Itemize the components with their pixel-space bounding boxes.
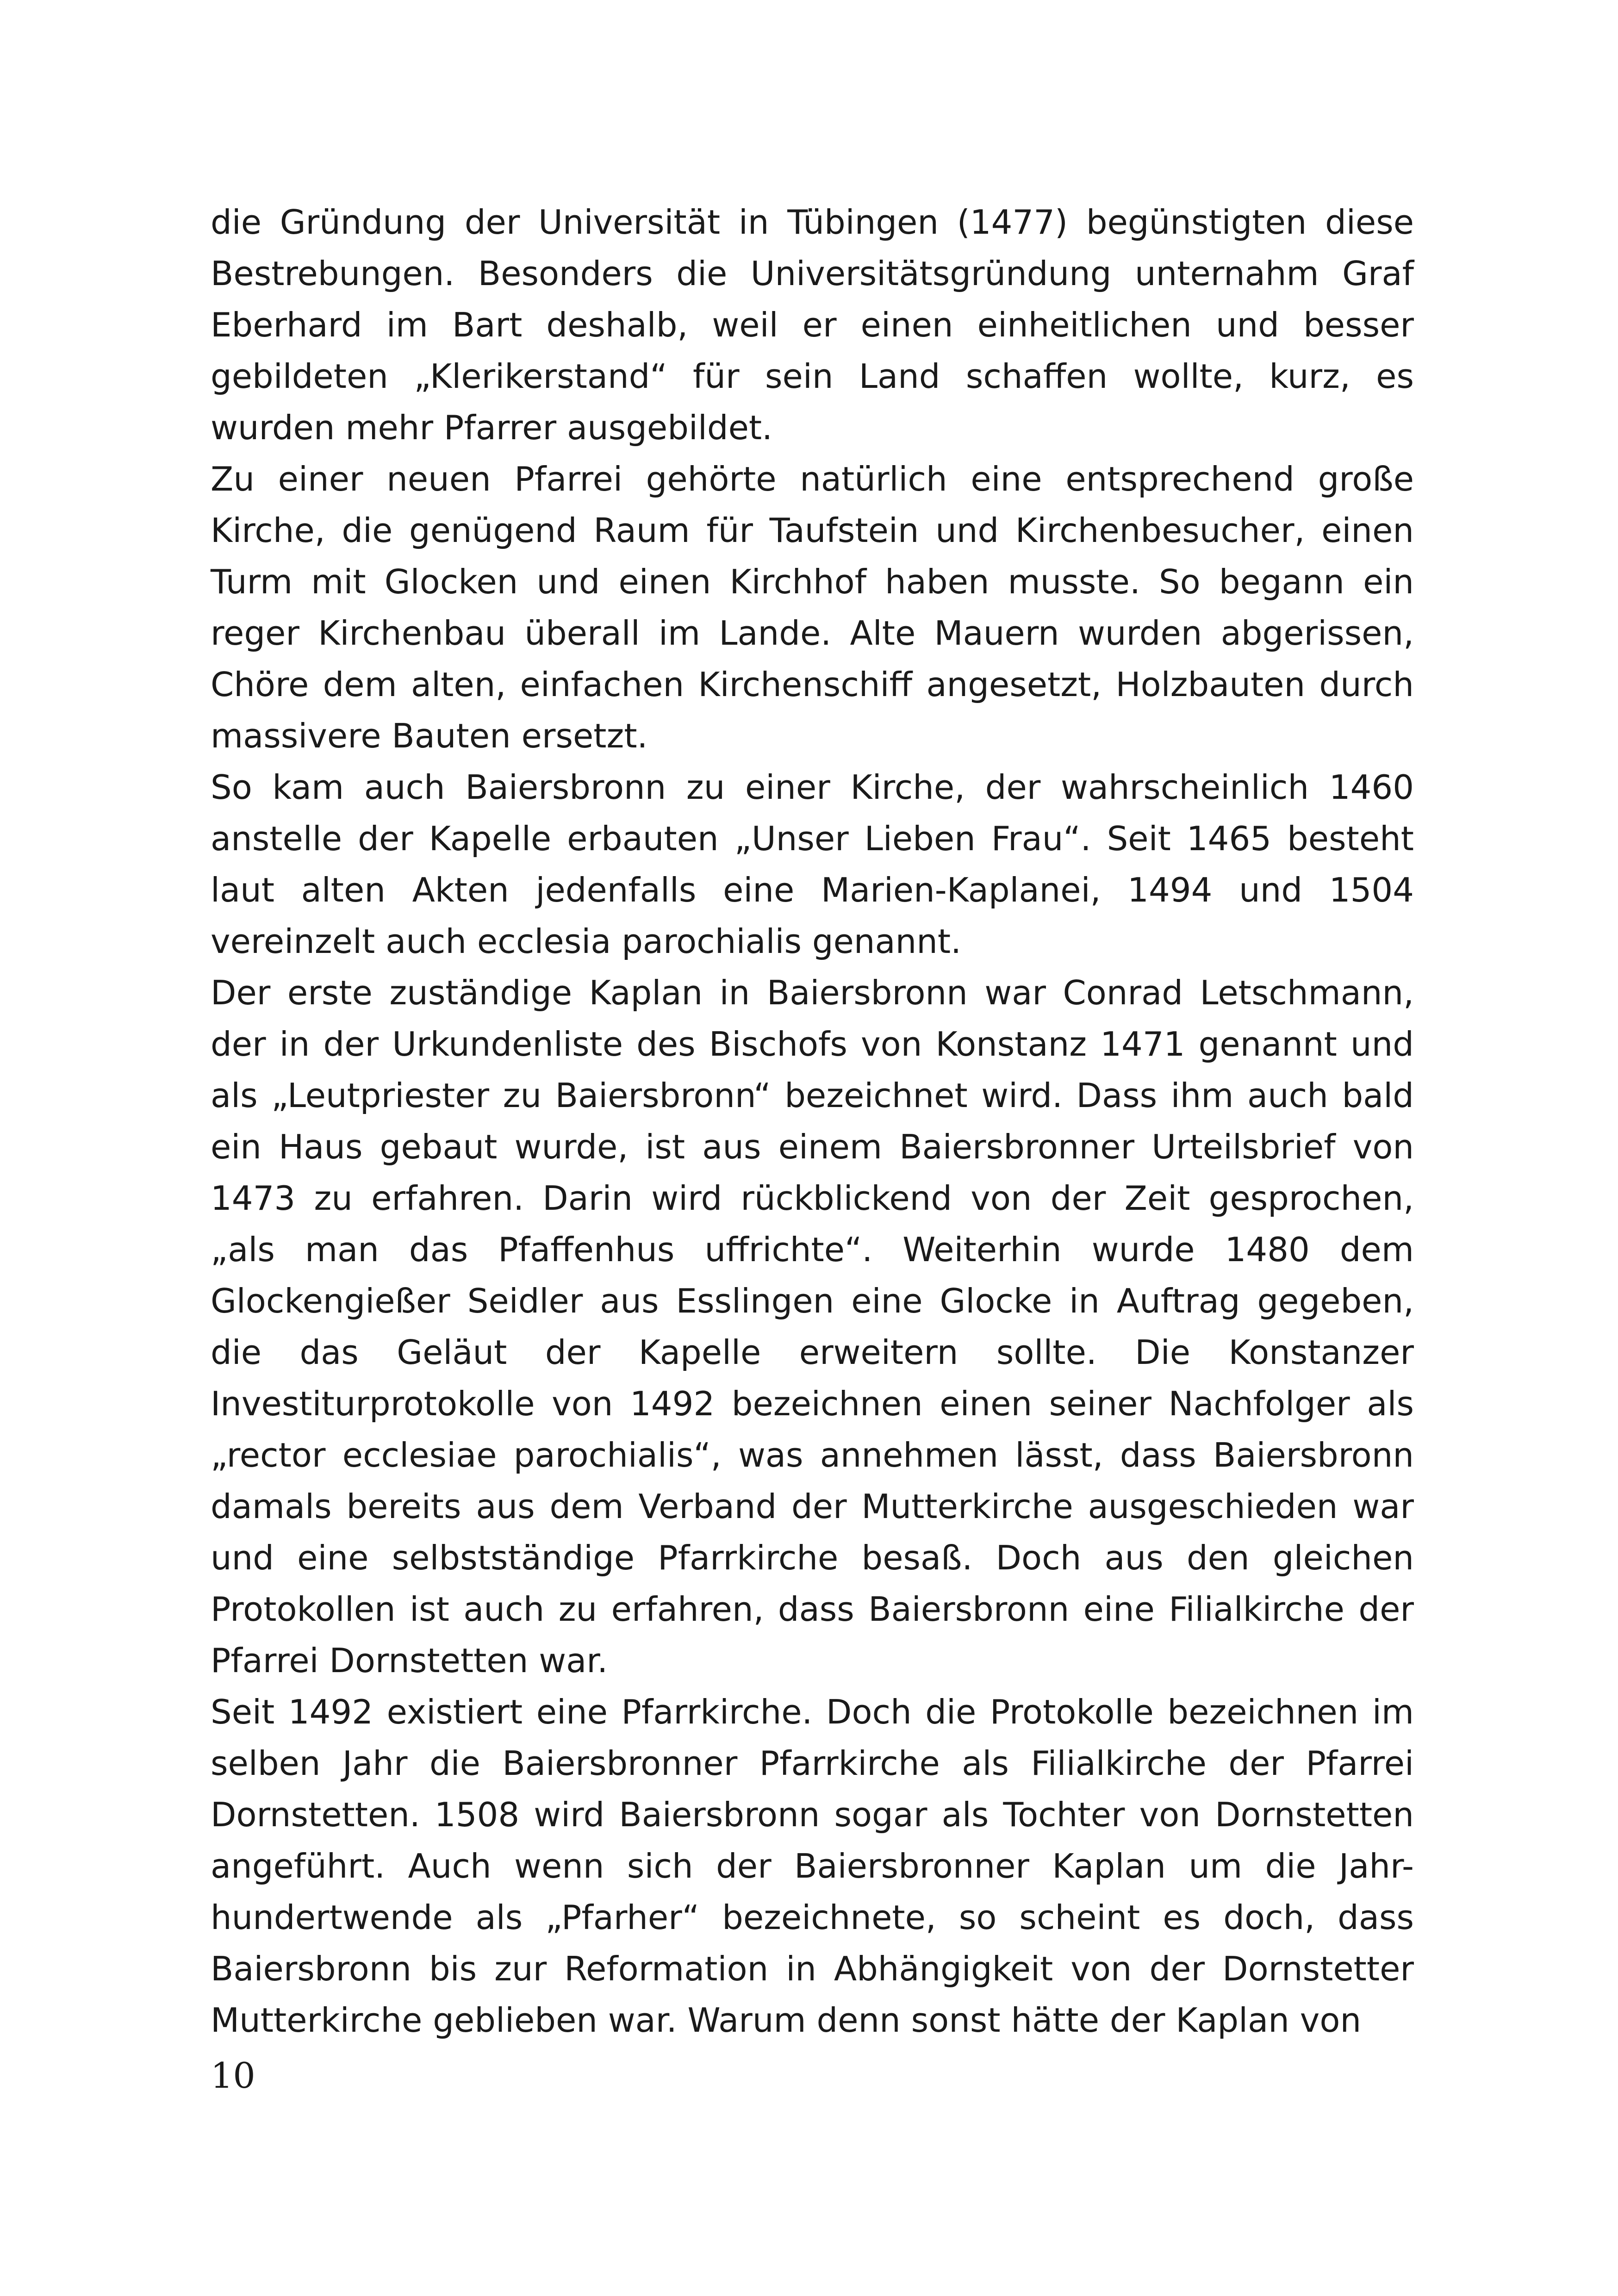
paragraph-1: die Gründung der Universität in Tübingen (1477) begünstigten diese Bestrebungen. Besonders die Universitätsgründung unternahm Graf Eberhard im Bart deshalb, weil er einen einheitlichen und besser gebildeten „Klerikerstand“ für sein Land schaffen wollte, kurz, es wurden mehr Pfarrer ausgebildet.: [211, 203, 1414, 447]
paragraph-5: Seit 1492 existiert eine Pfarrkirche. Doch die Protokolle bezeichnen im selben Jahr die Baiersbronner Pfarrkirche als Filialkirche der Pfarrei Dornstetten. 1508 wird Baiersbronn sogar als Tochter von Dornstetten angeführt. Auch wenn sich der Baiersbronner Kaplan um die Jahr-hundertwende als „Pfarher“ bezeichnete, so scheint es doch, dass Baiersbronn bis zur Reformation in Abhängigkeit von der Dornstetter Mutterkirche geblieben war. Warum denn sonst hätte der Kaplan von: [211, 1692, 1414, 2040]
body-text: [211, 197, 1414, 2046]
paragraph-4: Der erste zuständige Kaplan in Baiersbronn war Conrad Letschmann, der in der Urkundenliste des Bischofs von Konstanz 1471 genannt und als „Leutpriester zu Baiersbronn“ bezeichnet wird. Dass ihm auch bald ein Haus gebaut wurde, ist aus einem Baiersbronner Urteilsbrief von 1473 zu erfahren. Darin wird rückblickend von der Zeit gesprochen, „als man das Pfaffenhus uffrichte“. Weiterhin wurde 1480 dem Glockengießer Seidler aus Esslingen eine Glocke in Auftrag gegeben, die das Geläut der Kapelle erweitern sollte. Die Konstanzer Investiturprotokolle von 1492 bezeichnen einen seiner Nachfolger als „rector ecclesiae parochialis“, was annehmen lässt, dass Baiersbronn damals bereits aus dem Verband der Mutterkirche ausgeschieden war und eine selbstständige Pfarrkirche besaß. Doch aus den gleichen Protokollen ist auch zu erfahren, dass Baiersbronn eine Filialkirche der Pfarrei Dornstetten war.: [211, 973, 1414, 1680]
page-number: 10: [211, 2055, 255, 2096]
paragraph-3: So kam auch Baiersbronn zu einer Kirche, der wahrscheinlich 1460 anstelle der Kapelle erbauten „Unser Lieben Frau“. Seit 1465 besteht laut alten Akten jedenfalls eine Marien-Kaplanei, 1494 und 1504 vereinzelt auch ecclesia parochialis genannt.: [211, 768, 1414, 961]
paragraph-2: Zu einer neuen Pfarrei gehörte natürlich eine entsprechend große Kirche, die genügend Raum für Taufstein und Kirchenbesucher, einen Turm mit Glocken und einen Kirchhof haben musste. So begann ein reger Kirchenbau überall im Lande. Alte Mauern wurden abgerissen, Chöre dem alten, einfachen Kirchenschiff angesetzt, Holzbauten durch massivere Bauten ersetzt.: [211, 460, 1414, 755]
